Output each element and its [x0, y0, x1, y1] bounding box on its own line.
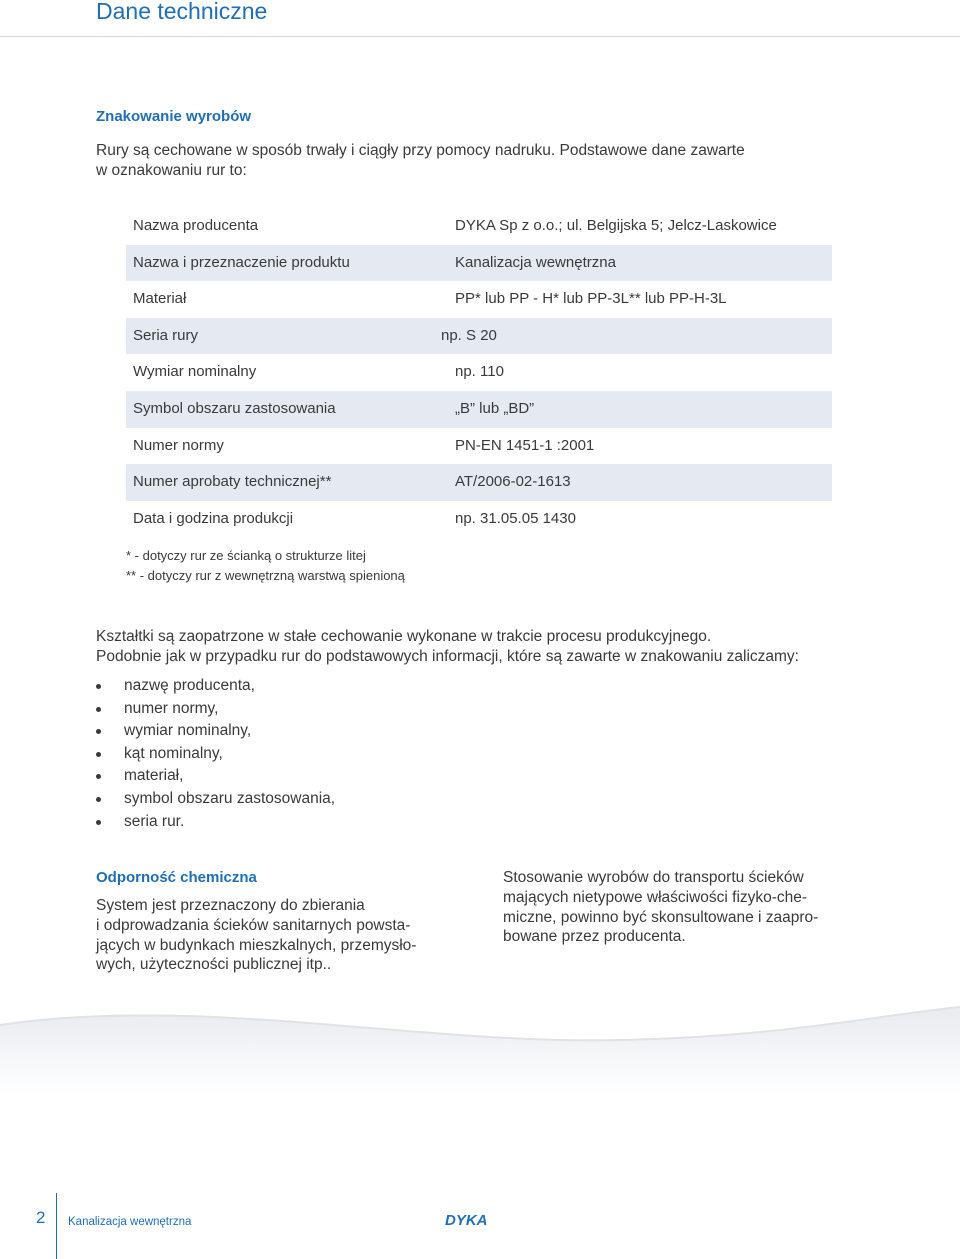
list-item: seria rur. [96, 811, 335, 834]
table-row [126, 318, 832, 355]
table-row [126, 428, 832, 465]
row-value: Kanalizacja wewnętrzna [455, 253, 616, 271]
chemical-right-paragraph: Stosowanie wyrobów do transportu ścieków mających nietypowe właściwości fizyko-che- miczne, powinno być skonsultowane i zaapro- bowane przez producenta. [503, 869, 819, 946]
row-label: Symbol obszaru zastosowania [133, 399, 336, 417]
list-item: symbol obszaru zastosowania, [96, 788, 335, 811]
row-value: DYKA Sp z o.o.; ul. Belgijska 5; Jelcz-Laskowice [455, 217, 777, 234]
fittings-line-2: Podobnie jak w przypadku rur do podstawowych informacji, które są zawarte w znakowaniu zaliczamy: [96, 648, 799, 665]
list-item: kąt nominalny, [96, 743, 335, 766]
marking-intro-line-1: Rury są cechowane w sposób trwały i ciągły przy pomocy nadruku. Podstawowe dane zawarte [96, 142, 745, 159]
row-label: Data i godzina produkcji [133, 509, 294, 527]
row-value: PN-EN 1451-1 :2001 [455, 436, 595, 454]
row-value: np. 31.05.05 1430 [455, 509, 576, 527]
fittings-line-1: Kształtki są zaopatrzone w stałe cechowanie wykonane w trakcie procesu produkcyjnego. [96, 628, 712, 645]
row-label: Nazwa producenta [133, 217, 259, 234]
table-footnotes [126, 546, 405, 586]
row-value: „B” lub „BD” [455, 399, 535, 417]
title-divider [0, 36, 960, 37]
list-item: nazwę producenta, [96, 675, 335, 698]
marking-table [126, 208, 832, 537]
table-row [126, 391, 832, 428]
bullet-icon [96, 797, 101, 802]
list-item: materiał, [96, 765, 335, 788]
footnote-2: ** - dotyczy rur z wewnętrzną warstwą spienioną [126, 568, 405, 583]
row-value: np. 110 [455, 363, 504, 381]
row-value: AT/2006-02-1613 [455, 473, 571, 491]
footer-section: Kanalizacja wewnętrzna [68, 1216, 192, 1228]
decorative-wave [0, 985, 960, 1095]
table-row [126, 464, 832, 501]
page-title: Dane techniczne [96, 0, 268, 24]
list-item: numer normy, [96, 698, 335, 721]
table-row [126, 354, 832, 391]
row-value: PP* lub PP - H* lub PP-3L** lub PP-H-3L [455, 290, 727, 308]
footer-divider [56, 1193, 57, 1259]
table-row [126, 281, 832, 318]
row-label: Seria rury [133, 326, 199, 344]
row-label: Numer aprobaty technicznej** [133, 473, 332, 491]
bullet-icon [96, 684, 101, 689]
row-label: Wymiar nominalny [133, 363, 257, 381]
marking-heading: Znakowanie wyrobów [96, 108, 252, 125]
table-row [126, 501, 832, 538]
marking-intro-line-2: w oznakowaniu rur to: [96, 162, 247, 179]
table-row [126, 208, 832, 245]
chemical-left-paragraph: System jest przeznaczony do zbierania i odprowadzania ścieków sanitarnych powsta- jących w budynkach mieszkalnych, przemysło- wych, użyteczności publicznej itp.. [96, 897, 417, 974]
fittings-marking-list [96, 675, 335, 833]
chemical-heading: Odporność chemiczna [96, 869, 257, 886]
bullet-icon [96, 729, 101, 734]
list-item: wymiar nominalny, [96, 720, 335, 743]
row-label: Nazwa i przeznaczenie produktu [133, 253, 350, 271]
bullet-icon [96, 707, 101, 712]
footnote-1: * - dotyczy rur ze ścianką o strukturze litej [126, 548, 366, 563]
row-label: Numer normy [133, 436, 224, 454]
bullet-icon [96, 752, 101, 757]
row-label: Materiał [133, 290, 187, 308]
bullet-icon [96, 774, 101, 779]
bullet-icon [96, 820, 101, 825]
table-row [126, 245, 832, 282]
page-number: 2 [36, 1208, 46, 1227]
row-value: np. S 20 [441, 326, 497, 344]
dyka-logo: DYKA [445, 1212, 488, 1229]
